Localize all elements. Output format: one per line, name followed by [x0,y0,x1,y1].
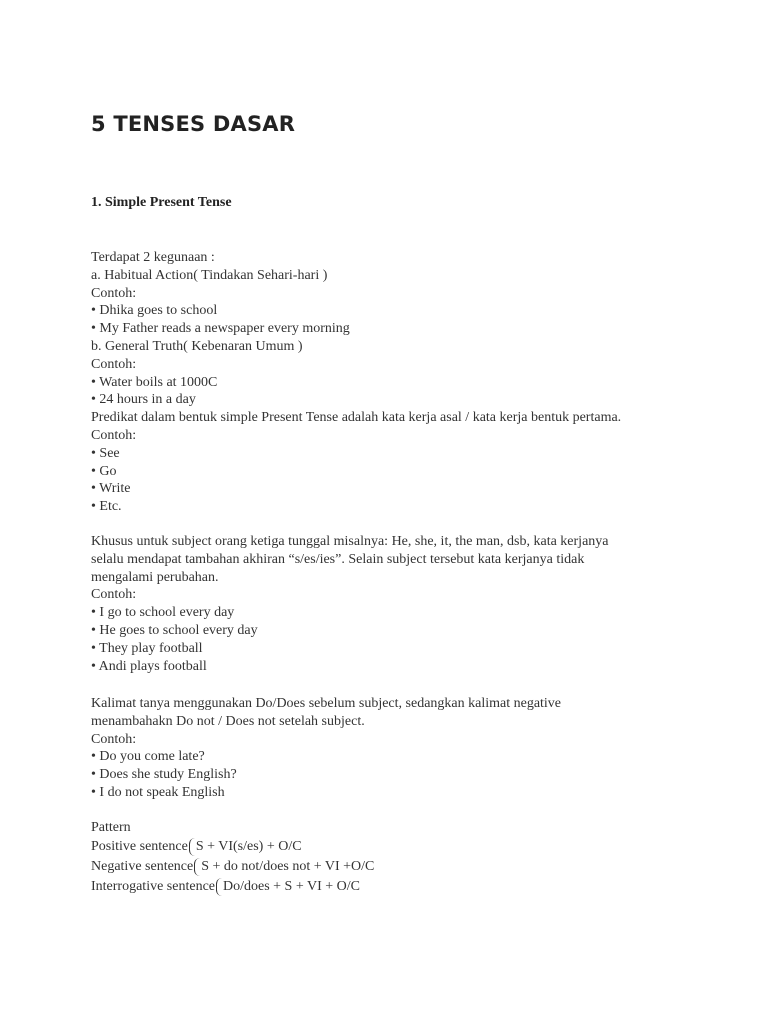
section-heading: 1. Simple Present Tense [91,195,232,210]
text-line: Khusus untuk subject orang ketiga tunggal misalnya: He, she, it, the man, dsb, kata kerjanya [91,534,609,549]
text-line: mengalami perubahan. [91,569,219,585]
pattern-formula: Do/does + S + VI + O/C [223,878,360,894]
list-item: • Write [91,481,131,497]
list-item: • Does she study English? [91,767,237,783]
text-line: Kalimat tanya menggunakan Do/Does sebelum subject, sedangkan kalimat negative [91,696,562,711]
list-item: • My Father reads a newspaper every morning [91,321,350,337]
text-line: Terdapat 2 kegunaan : [91,250,215,265]
pattern-formula: S + do not/does not + VI +O/C [201,858,375,874]
list-item: • They play football [91,640,203,656]
list-item: • I do not speak English [91,784,225,800]
text-line: Contoh: [91,587,137,603]
list-item: • He goes to school every day [91,622,258,638]
list-item: • Andi plays football [91,658,207,674]
bracket-mark [189,838,196,856]
text-line: Contoh: [91,427,137,443]
list-item: • See [91,445,120,461]
text-line: Contoh: [91,285,137,301]
text-line: Contoh: [91,731,137,747]
pattern-row-positive [91,837,374,857]
text-line: Predikat dalam bentuk simple Present Tense adalah kata kerja asal / kata kerja bentuk pertama. [91,410,622,426]
list-item: • Dhika goes to school [91,303,218,319]
list-item: • Do you come late? [91,749,205,765]
pattern-label: Pattern [91,820,131,835]
text-line: menambahakn Do not / Does not setelah subject. [91,713,365,729]
text-line: Contoh: [91,356,137,372]
list-item: • Etc. [91,499,122,515]
paragraph-block-2 [91,533,609,675]
pattern-formula: S + VI(s/es) + O/C [195,838,302,854]
list-item: • Water boils at 1000C [91,374,218,390]
pattern-row-interrogative [91,877,374,897]
bracket-mark [216,878,223,896]
list-item: • I go to school every day [91,605,235,621]
paragraph-block-1 [91,249,621,516]
pattern-name: Negative sentence [91,858,194,874]
pattern-name: Interrogative sentence [91,878,215,894]
list-item: • 24 hours in a day [91,392,196,408]
pattern-section [91,819,374,897]
list-item: • Go [91,463,117,479]
text-line: a. Habitual Action( Tindakan Sehari-hari ) [91,267,328,283]
pattern-name: Positive sentence [91,838,188,854]
text-line: b. General Truth( Kebenaran Umum ) [91,338,303,354]
document-title: 5 TENSES DASAR [91,112,296,136]
pattern-row-negative [91,857,374,877]
text-line: selalu mendapat tambahan akhiran “s/es/ies”. Selain subject tersebut kata kerjanya tidak [91,551,585,567]
paragraph-block-3 [91,695,561,802]
